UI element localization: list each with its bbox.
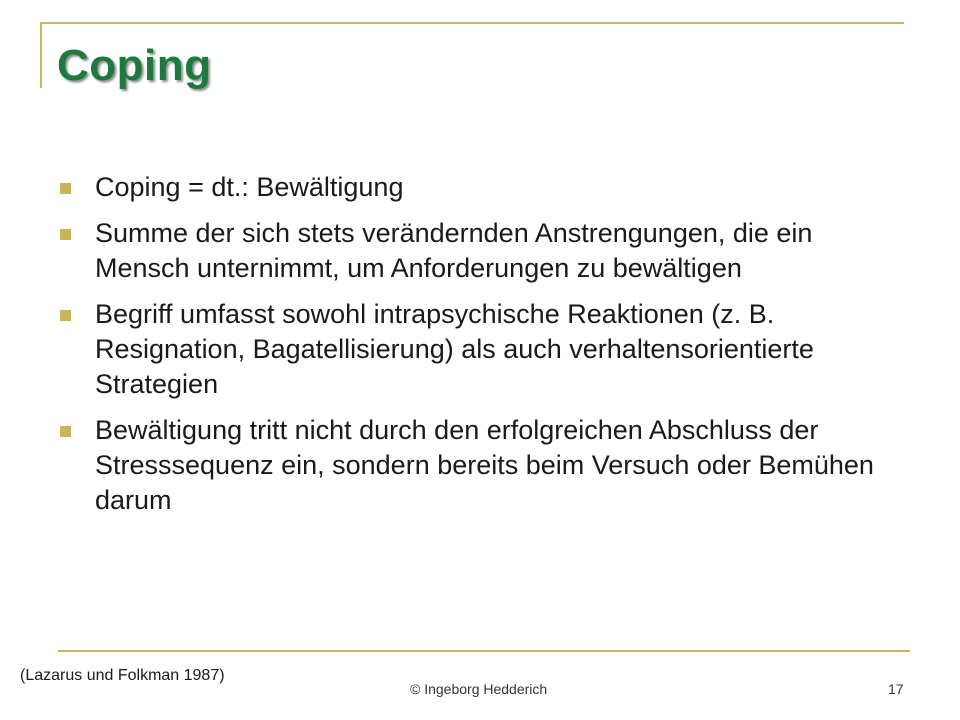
slide-title: Coping [57, 41, 212, 90]
bullet-item [60, 413, 900, 518]
bullet-text: Bewältigung tritt nicht durch den erfolgreichen Abschluss der Stresssequenz ein, sondern bereits beim Versuch oder Bemühen darum [95, 415, 874, 515]
bullet-item [60, 170, 900, 205]
square-bullet-icon [60, 310, 71, 321]
frame-bottom-line [58, 650, 910, 652]
page-number: 17 [888, 681, 904, 697]
source-citation: (Lazarus und Folkman 1987) [20, 667, 225, 684]
square-bullet-icon [60, 426, 71, 437]
bullet-item [60, 297, 900, 402]
footer-copyright: © Ingeborg Hedderich [410, 681, 548, 697]
frame-left-line [40, 22, 42, 88]
square-bullet-icon [60, 183, 71, 194]
bullet-text: Summe der sich stets verändernden Anstrengungen, die ein Mensch unternimmt, um Anforderungen zu bewältigen [95, 218, 813, 283]
bullet-text: Coping = dt.: Bewältigung [95, 172, 404, 202]
frame-top-line [40, 22, 904, 24]
bullet-text: Begriff umfasst sowohl intrapsychische Reaktionen (z. B. Resignation, Bagatellisierung) als auch verhaltensorientierte Strategien [95, 299, 814, 399]
square-bullet-icon [60, 229, 71, 240]
bullet-item [60, 216, 900, 286]
bullet-list [60, 170, 900, 529]
